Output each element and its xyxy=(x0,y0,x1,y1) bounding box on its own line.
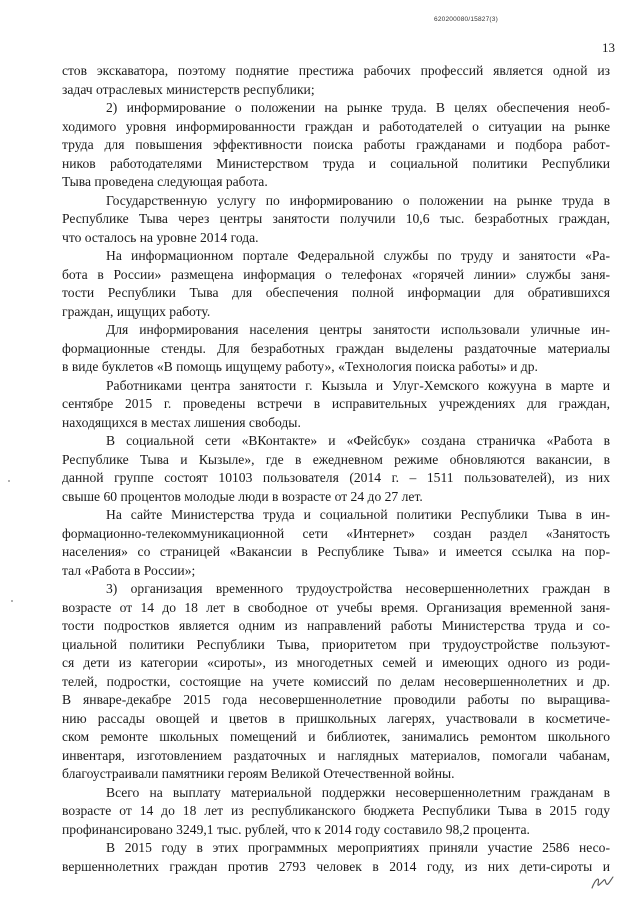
page-number: 13 xyxy=(602,40,615,55)
text-line: населения» со страницей «Вакансии в Республике Тыва» и имеется ссылка на пор- xyxy=(62,544,610,559)
text-line: Тыва проведена следующая работа. xyxy=(62,174,268,189)
text-line: На информационном портале Федеральной службы по труду и занятости «Ра- xyxy=(106,248,610,263)
text-line: На сайте Министерства труда и социальной политики Республики Тыва в ин- xyxy=(106,507,610,522)
document-body xyxy=(62,62,610,876)
text-line: В социальной сети «ВКонтакте» и «Фейсбук» создана страничка «Работа в xyxy=(106,433,610,448)
text-line: задач отраслевых министерств республики; xyxy=(62,81,315,97)
text-line: свыше 60 процентов молодые люди в возрасте от 24 до 27 лет. xyxy=(62,488,423,504)
text-line: тости Республики Тыва для обеспечения полной информации для обратившихся xyxy=(62,285,610,300)
text-line: тости подростков является одним из направлений работы Министерства труда и со- xyxy=(62,618,610,633)
text-line: граждан, ищущих работу. xyxy=(62,303,211,319)
text-line: циальной политики Республики Тыва, приоритетом при трудоустройстве пользуют- xyxy=(62,636,610,652)
text-line: ся дети из категории «сироты», из многодетных семей и имеющих одного из роди- xyxy=(62,655,610,670)
text-line: ском ремонте школьных помещений и библиотек, занимались ремонтом школьного xyxy=(62,729,610,744)
text-line: Государственную услугу по информированию о положении на рынке труда в xyxy=(106,192,610,208)
text-line: что осталось на уровне 2014 года. xyxy=(62,229,259,245)
text-line: Республике Тыва через центры занятости получили 10,6 тыс. безработных граждан, xyxy=(62,211,610,226)
text-line: Для информирования населения центры занятости использовали уличные ин- xyxy=(106,322,610,337)
text-line: стов экскаватора, поэтому поднятие престижа рабочих профессий является одной из xyxy=(62,63,610,78)
text-line: Республике Тыва и Кызыле», где в ежедневном режиме обновляются вакансии, в xyxy=(62,451,610,467)
initials-mark xyxy=(588,872,616,894)
text-line: благоустраивали памятники героям Великой Отечественной войны. xyxy=(62,766,455,781)
text-line: сентябре 2015 г. проведены встречи в исправительных учреждениях для граждан, xyxy=(62,396,610,411)
text-line: труда для повышения эффективности поиска работы гражданами и подбора работ- xyxy=(62,137,610,152)
text-line: 3) организация временного трудоустройства несовершеннолетних граждан в xyxy=(106,581,610,596)
text-line: Работниками центра занятости г. Кызыла и Улуг-Хемского кожууна в марте и xyxy=(106,377,610,393)
text-line: В январе-декабре 2015 года несовершеннолетние проводили работы по выращива- xyxy=(62,692,610,707)
text-line: бота в России» размещена информация о телефонах «горячей линии» службы заня- xyxy=(62,266,610,282)
text-line: Всего на выплату материальной поддержки несовершеннолетним гражданам в xyxy=(106,784,610,800)
scan-dot xyxy=(11,600,13,602)
text-line: ходимого уровня информированности граждан и работодателей о ситуации на рынке xyxy=(62,118,610,134)
text-line: инвентаря, изготовлением раздаточных и наглядных материалов, помогали чабанам, xyxy=(62,747,610,763)
text-line: нию рассады овощей и цветов в пришкольных лагерях, участвовали в косметиче- xyxy=(62,710,610,726)
text-line: в виде буклетов «В помощь ищущему работу», «Технология поиска работы» и др. xyxy=(62,359,538,374)
text-line: формационно-телекоммуникационной сети «Интернет» создан раздел «Занятость xyxy=(62,525,610,541)
document-id: 620200080/15827(3) xyxy=(434,16,498,23)
text-line: данной группе состоят 10103 пользователя (2014 г. – 1511 пользователей), из них xyxy=(62,470,610,485)
text-line: находящихся в местах лишения свободы. xyxy=(62,414,301,430)
scan-dot xyxy=(8,480,10,482)
text-line: формационные стенды. Для безработных граждан выделены раздаточные материалы xyxy=(62,340,610,356)
text-line: телей, подростки, состоящие на учете комиссий по делам несовершеннолетних и др. xyxy=(62,673,610,689)
text-line: 2) информирование о положении на рынке труда. В целях обеспечения необ- xyxy=(106,100,610,115)
text-line: профинансировано 3249,1 тыс. рублей, что к 2014 году составило 98,2 процента. xyxy=(62,821,530,837)
text-line: возрасте от 14 до 18 лет в свободное от учебы время. Организация временной заня- xyxy=(62,599,610,615)
text-line: В 2015 году в этих программных мероприятиях приняли участие 2586 несо- xyxy=(106,840,610,855)
text-line: ников работодателями Министерством труда и социальной политики Республики xyxy=(62,155,610,171)
text-line: возрасте от 14 до 18 лет из республиканского бюджета Республики Тыва в 2015 году xyxy=(62,803,610,818)
text-line: тал «Работа в России»; xyxy=(62,562,196,578)
text-line: вершеннолетних граждан против 2793 человек в 2014 году, из них дети-сироты и xyxy=(62,858,610,874)
